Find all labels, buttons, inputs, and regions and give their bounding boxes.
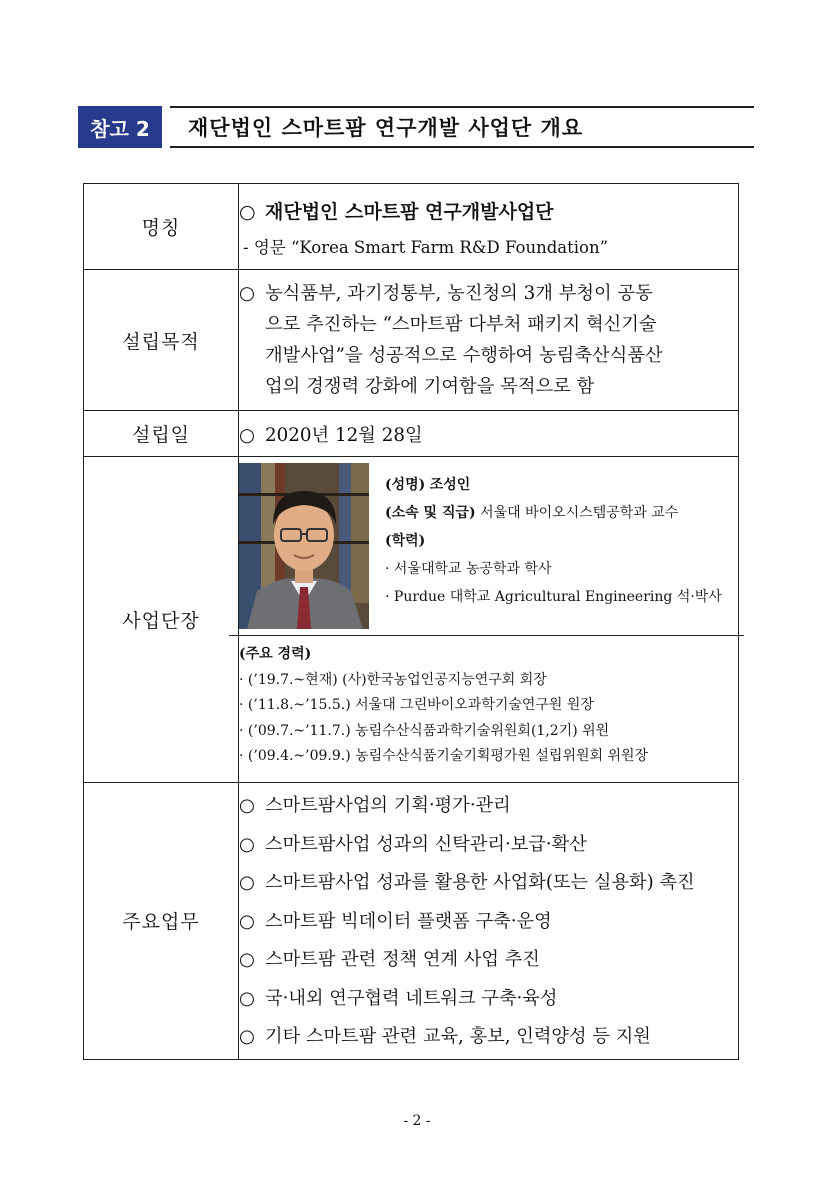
value-name: [239, 184, 739, 270]
reference-badge: 참고 2: [78, 106, 162, 148]
purpose-line: ○ 농식품부, 과기정통부, 농진청의 3개 부청이 공동: [239, 283, 653, 304]
purpose-text: [239, 270, 738, 410]
leader-name: (성명) 조성인: [385, 477, 471, 493]
page-number: - 2 -: [403, 1113, 431, 1129]
career-item: · (’09.4.~’09.9.) 농림수산식품기술기획평가원 설립위원회 위원장: [239, 748, 649, 764]
label-founded: 설립일: [84, 411, 239, 457]
duty-item: ○ 스마트팜사업의 기획·평가·관리: [239, 795, 511, 816]
row-founded: [84, 411, 739, 457]
education-item: · Purdue 대학교 Agricultural Engineering 석·박사: [385, 589, 722, 605]
leader-photo: [239, 463, 369, 629]
duty-item: ○ 스마트팜사업 성과를 활용한 사업화(또는 실용화) 촉진: [239, 872, 695, 893]
value-duties: [239, 783, 739, 1060]
leader-career: [239, 636, 738, 776]
purpose-line: 개발사업”을 성공적으로 수행하여 농림축산식품산: [265, 345, 663, 366]
leader-info: [369, 457, 722, 635]
row-duties: [84, 783, 739, 1060]
label-name: 명칭: [84, 184, 239, 270]
korean-name: ○ 재단법인 스마트팜 연구개발사업단: [239, 201, 554, 223]
portrait-image: [239, 463, 369, 629]
value-founded: [239, 411, 739, 457]
label-purpose: 설립목적: [84, 270, 239, 411]
english-name: - 영문 “Korea Smart Farm R&D Foundation”: [243, 238, 609, 257]
duty-item: ○ 국·내외 연구협력 네트워크 구축·육성: [239, 987, 558, 1009]
duty-item: ○ 스마트팜 빅데이터 플랫폼 구축·운영: [239, 910, 552, 932]
leader-position: (소속 및 직급) 서울대 바이오시스템공학과 교수: [385, 505, 679, 521]
label-duties: 주요업무: [84, 783, 239, 1060]
duty-item: ○ 스마트팜사업 성과의 신탁관리·보급·확산: [239, 833, 587, 855]
section-header: [78, 106, 754, 150]
label-leader: 사업단장: [84, 457, 239, 783]
section-title: 재단법인 스마트팜 연구개발 사업단 개요: [188, 116, 584, 140]
header-rule-bottom: [170, 146, 754, 148]
duty-item: ○ 스마트팜 관련 정책 연계 사업 추진: [239, 949, 540, 970]
purpose-line: 업의 경쟁력 강화에 기여함을 목적으로 함: [265, 376, 595, 397]
overview-table: [83, 183, 739, 1060]
header-rule-top: [170, 106, 754, 108]
row-purpose: [84, 270, 739, 411]
career-item: · (’19.7.~현재) (사)한국농업인공지능연구회 회장: [239, 671, 547, 688]
education-item: · 서울대학교 농공학과 학사: [385, 561, 552, 577]
founded-date: ○ 2020년 12월 28일: [239, 424, 423, 446]
value-purpose: [239, 270, 739, 411]
value-leader: [239, 457, 739, 783]
row-leader: [84, 457, 739, 783]
career-item: · (’11.8.~’15.5.) 서울대 그린바이오과학기술연구원 원장: [239, 697, 594, 713]
duties-list: [239, 783, 738, 1059]
duty-item: ○ 기타 스마트팜 관련 교육, 홍보, 인력양성 등 지원: [239, 1026, 651, 1047]
purpose-line: 으로 추진하는 “스마트팜 다부처 패키지 혁신기술: [265, 314, 657, 335]
leader-profile: [229, 457, 744, 636]
career-label: (주요 경력): [239, 646, 312, 662]
career-item: · (’09.7.~’11.7.) 농림수산식품과학기술위원회(1,2기) 위원: [239, 722, 610, 739]
row-name: [84, 184, 739, 270]
education-label: (학력): [385, 533, 426, 549]
